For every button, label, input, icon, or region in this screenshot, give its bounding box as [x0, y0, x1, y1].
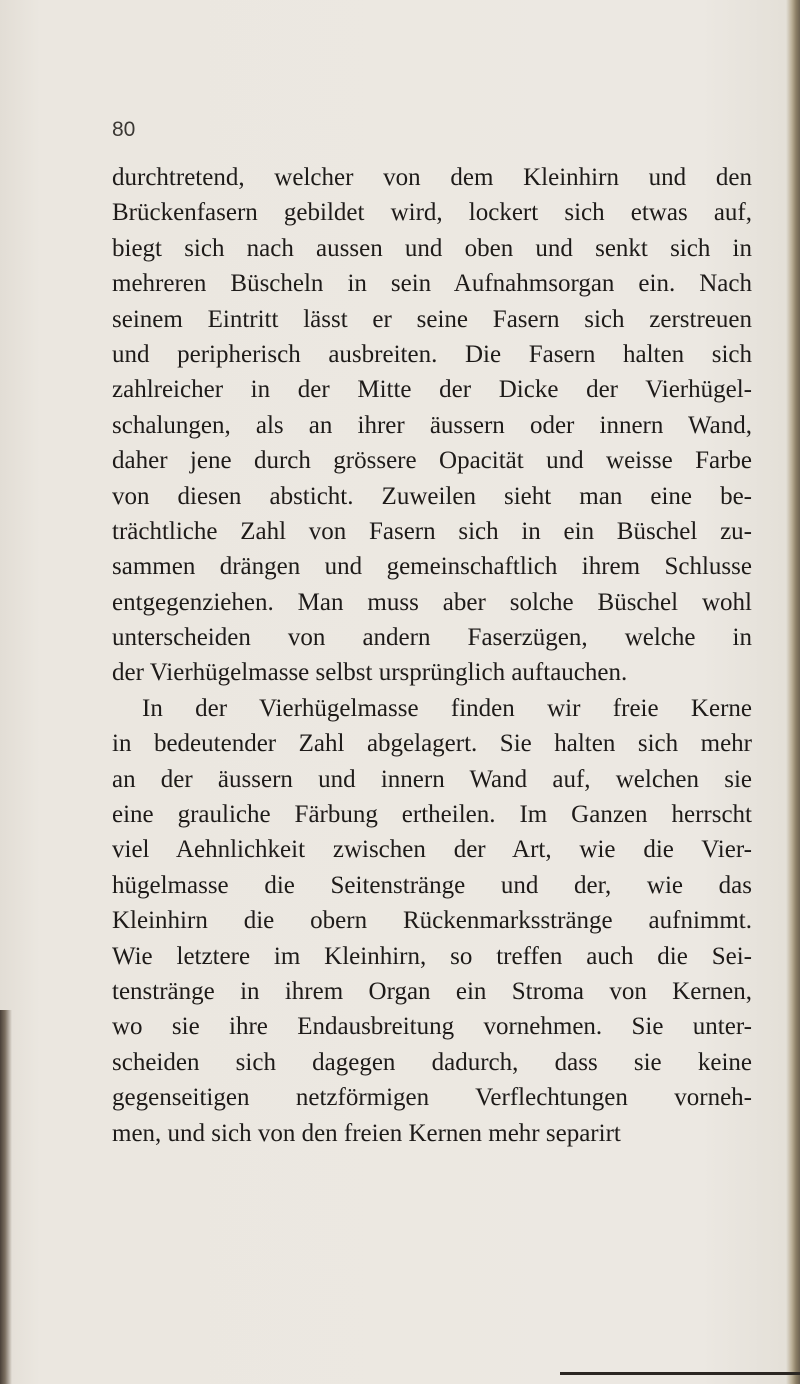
text-line: Kleinhirn die obern Rückenmarksstränge aufnimmt.	[112, 907, 752, 935]
text-line: hügelmasse die Seitenstränge und der, wie das	[112, 871, 752, 899]
text-line: eine grauliche Färbung ertheilen. Im Ganzen herrscht	[112, 801, 752, 829]
text-line: zahlreicher in der Mitte der Dicke der Vierhügel-	[112, 376, 752, 404]
text-line: biegt sich nach aussen und oben und senkt sich in	[112, 234, 752, 262]
text-line: der Vierhügelmasse selbst ursprünglich auftauchen.	[112, 659, 628, 687]
text-line: an der äussern und innern Wand auf, welchen sie	[112, 765, 752, 793]
text-line: Wie letztere im Kleinhirn, so treffen auch die Sei-	[112, 942, 752, 970]
text-line: trächtliche Zahl von Fasern sich in ein Büschel zu-	[112, 517, 752, 545]
text-line: mehreren Büscheln in sein Aufnahmsorgan ein. Nach	[112, 270, 752, 298]
text-line: seinem Eintritt lässt er seine Fasern sich zerstreuen	[112, 305, 752, 333]
text-line: men, und sich von den freien Kernen mehr separirt	[112, 1119, 621, 1147]
page-left-shadow	[0, 1010, 12, 1384]
page-right-edge	[786, 0, 800, 1384]
text-line: unterscheiden von andern Faserzügen, welche in	[112, 624, 752, 652]
text-line: schalungen, als an ihrer äussern oder innern Wand,	[112, 411, 752, 439]
text-line: und peripherisch ausbreiten. Die Fasern halten sich	[112, 340, 752, 368]
text-line: gegenseitigen netzförmigen Verflechtungen vorneh-	[112, 1084, 752, 1112]
text-line: daher jene durch grössere Opacität und weisse Farbe	[112, 447, 752, 475]
text-line: durchtretend, welcher von dem Kleinhirn und den	[112, 164, 752, 191]
text-line: viel Aehnlichkeit zwischen der Art, wie die Vier-	[112, 836, 752, 864]
page-number: 80	[112, 118, 136, 141]
text-line: In der Vierhügelmasse finden wir freie Kerne	[142, 694, 752, 722]
text-line: sammen drängen und gemeinschaftlich ihrem Schlusse	[112, 553, 752, 581]
text-line: scheiden sich dagegen dadurch, dass sie keine	[112, 1048, 752, 1076]
text-line: Brückenfasern gebildet wird, lockert sich etwas auf,	[112, 199, 752, 227]
body-text	[112, 160, 752, 1151]
text-line: wo sie ihre Endausbreitung vornehmen. Sie unter-	[112, 1013, 752, 1041]
text-line: entgegenziehen. Man muss aber solche Büschel wohl	[112, 588, 752, 616]
bottom-edge-rule	[560, 1372, 800, 1375]
text-line: von diesen absticht. Zuweilen sieht man eine be-	[112, 482, 752, 510]
text-line: tenstränge in ihrem Organ ein Stroma von Kernen,	[112, 977, 752, 1005]
text-line: in bedeutender Zahl abgelagert. Sie halten sich mehr	[112, 730, 752, 758]
